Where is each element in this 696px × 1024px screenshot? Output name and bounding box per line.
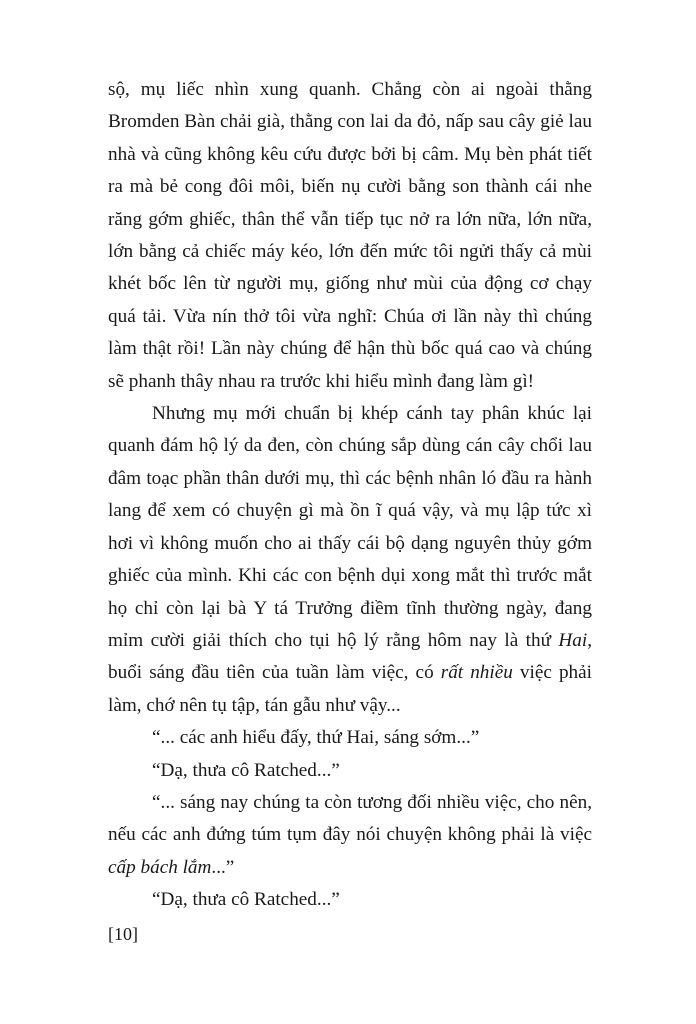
- paragraph-text: “Dạ, thưa cô Ratched...”: [152, 759, 340, 781]
- emphasis-text: cấp bách lắm: [108, 856, 212, 878]
- paragraph-text: “Dạ, thưa cô Ratched...”: [152, 889, 340, 911]
- dialogue-line-3: [108, 787, 592, 884]
- page-number: [10]: [108, 924, 138, 944]
- dialogue-line-2: [108, 755, 592, 787]
- dialogue-line-1: [108, 722, 592, 754]
- paragraph-2: [108, 398, 592, 722]
- paragraph-text: “... sáng nay chúng ta còn tương đối nhiều việc, cho nên, nếu các anh đứng túm tụm đây nói chuyện không phải là việc: [108, 791, 592, 846]
- body-text: [108, 74, 592, 917]
- paragraph-1: [108, 74, 592, 398]
- paragraph-text: sộ, mụ liếc nhìn xung quanh. Chẳng còn ai ngoài thằng Bromden Bàn chải già, thằng con lai da đỏ, nấp sau cây giẻ lau nhà và cũng không kêu cứu được bởi bị câm. Mụ bèn phát tiết ra mà bẻ cong đôi môi, biến nụ cười bằng son thành cái nhe răng gớm ghiếc, thân thể vẫn tiếp tục nở ra lớn nữa, lớn nữa, lớn bằng cả chiếc máy kéo, lớn đến mức tôi ngửi thấy cả mùi khét bốc lên từ người mụ, giống như mùi của động cơ chạy quá tải. Vừa nín thở tôi vừa nghĩ: Chúa ơi lần này thì chúng làm thật rồi! Lần này chúng để hận thù bốc quá cao và chúng sẽ phanh thây nhau ra trước khi hiểu mình đang làm gì!: [108, 79, 592, 392]
- emphasis-text: Hai: [558, 629, 588, 651]
- paragraph-text: ...”: [211, 856, 235, 878]
- paragraph-text: “... các anh hiểu đấy, thứ Hai, sáng sớm...”: [152, 727, 480, 749]
- emphasis-text: rất nhiều: [440, 662, 513, 684]
- paragraph-text: , buổi sáng đầu tiên của tuần làm việc, có: [108, 629, 592, 684]
- dialogue-line-4: [108, 884, 592, 916]
- paragraph-text: việc phải làm, chớ nên tụ tập, tán gẫu như vậy...: [108, 662, 593, 716]
- paragraph-text: Nhưng mụ mới chuẩn bị khép cánh tay phân khúc lại quanh đám hộ lý da đen, còn chúng sắp dùng cán cây chổi lau đâm toạc phần thân dưới mụ, thì các bệnh nhân ló đầu ra hành lang để xem có chuyện gì mà ồn ĩ quá vậy, và mụ lập tức xì hơi vì không muốn cho ai thấy cái bộ dạng nguyên thủy gớm ghiếc của mình. Khi các con bệnh dụi xong mắt thì trước mắt họ chỉ còn lại bà Y tá Trưởng điềm tĩnh thường ngày, đang mỉm cười giải thích cho tụi hộ lý rằng hôm nay là thứ: [108, 403, 592, 651]
